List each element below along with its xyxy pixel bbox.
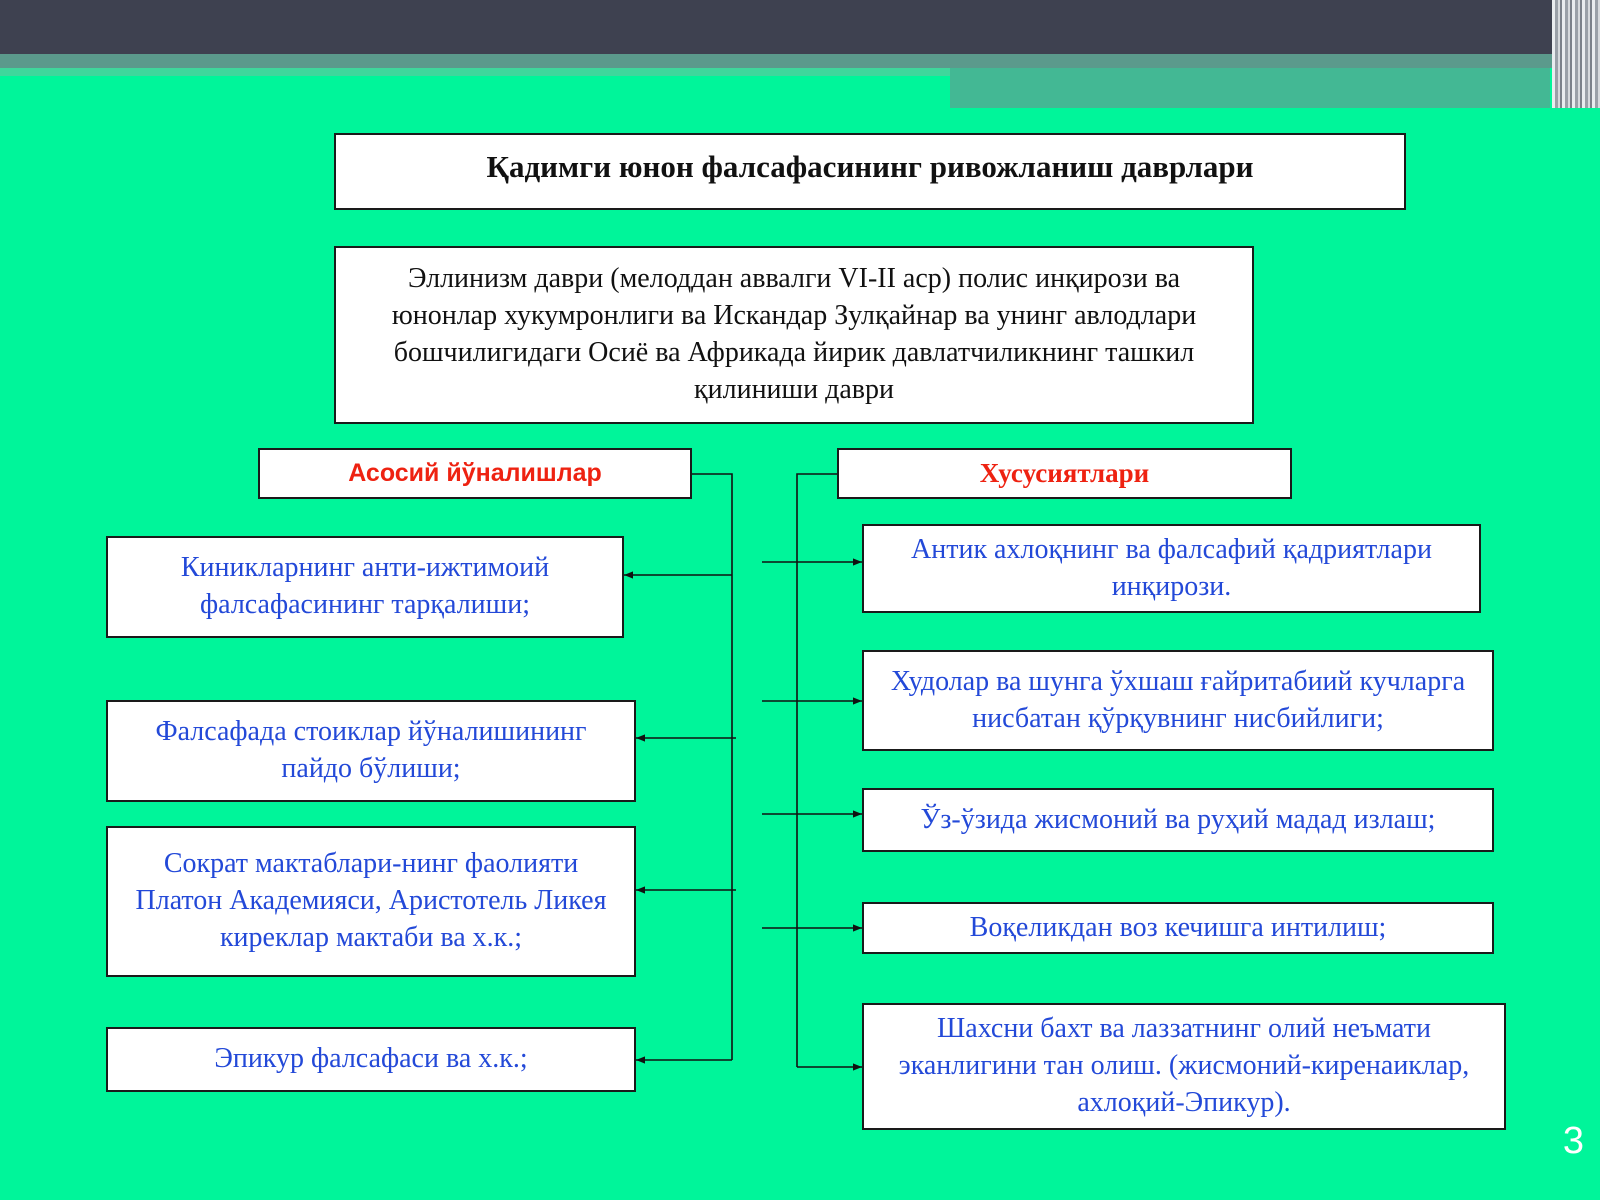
right-item-5: Шахсни бахт ва лаззатнинг олий неъмати эканлигини тан олиш. (жисмоний-киренаиклар, ахлоқий-Эпикур). bbox=[862, 1003, 1506, 1130]
right-item-4: Воқеликдан воз кечишга интилиш; bbox=[862, 902, 1494, 954]
left-item-3: Сократ мактаблари-нинг фаолияти Платон Академияси, Аристотель Ликея киреклар мактаби ва х.к.; bbox=[106, 826, 636, 977]
intro-box: Эллинизм даври (мелоддан аввалги VI-II аср) полис инқирози ва юнонлар хукумронлиги ва Искандар Зулқайнар ва унинг авлодлари бошчилигидаги Осиё ва Африкада йирик давлатчиликнинг ташкил қилиниши даври bbox=[334, 246, 1254, 424]
left-item-2: Фалсафада стоиклар йўналишининг пайдо бўлиши; bbox=[106, 700, 636, 802]
left-item-1: Киникларнинг анти-ижтимоий фалсафасининг тарқалиши; bbox=[106, 536, 624, 638]
right-connector-spine bbox=[797, 474, 837, 1067]
right-item-2: Худолар ва шунга ўхшаш ғайритабиий кучларга нисбатан қўрқувнинг нисбийлиги; bbox=[862, 650, 1494, 751]
diagram-title: Қадимги юнон фалсафасининг ривожланиш даврлари bbox=[334, 133, 1406, 210]
page-number: 3 bbox=[1562, 1120, 1584, 1162]
left-connector-spine bbox=[692, 474, 732, 1060]
right-header: Хусусиятлари bbox=[837, 448, 1292, 499]
right-item-3: Ўз-ўзида жисмоний ва руҳий мадад излаш; bbox=[862, 788, 1494, 852]
left-header: Асосий йўналишлар bbox=[258, 448, 692, 499]
right-item-1: Антик ахлоқнинг ва фалсафий қадриятлари инқирози. bbox=[862, 524, 1481, 613]
left-item-4: Эпикур фалсафаси ва х.к.; bbox=[106, 1027, 636, 1092]
